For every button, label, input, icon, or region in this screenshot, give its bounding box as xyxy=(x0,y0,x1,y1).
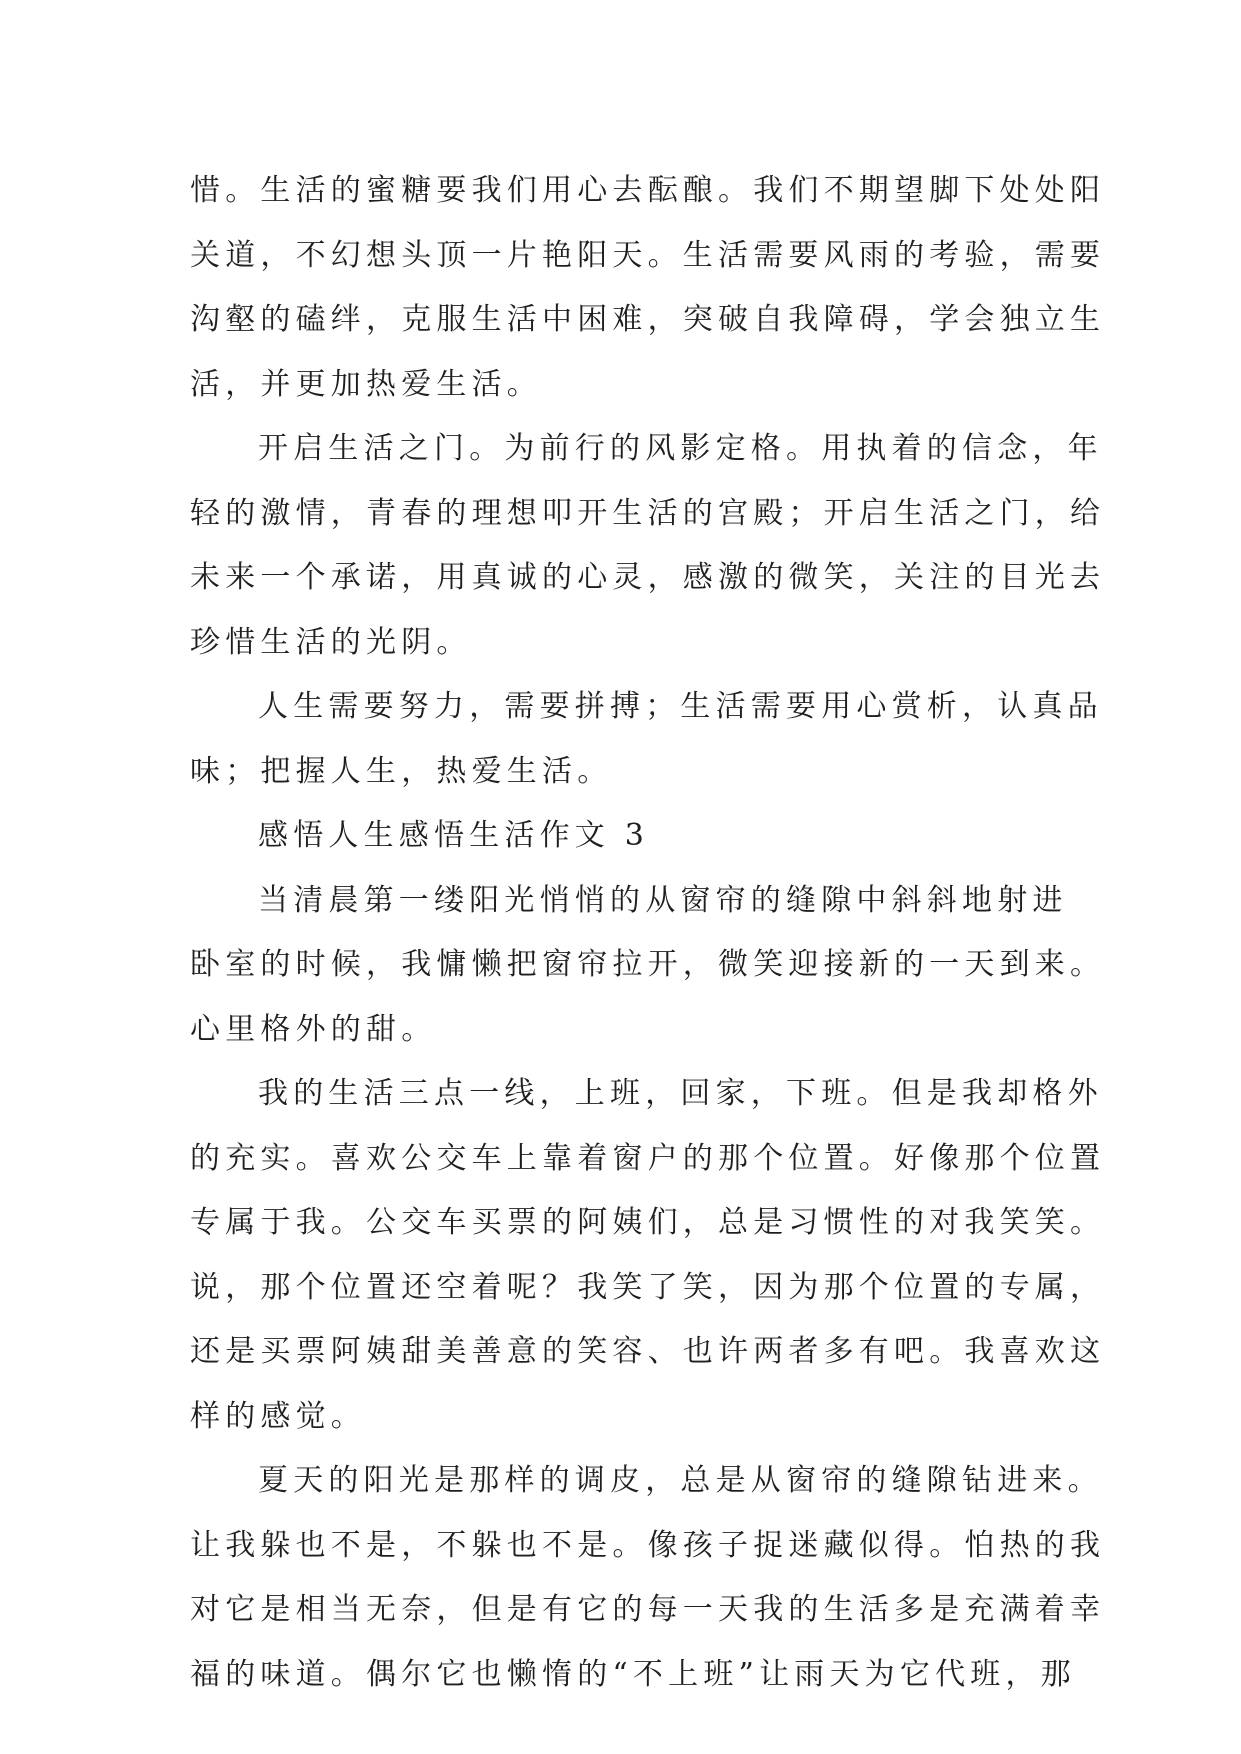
text-line: 的充实。喜欢公交车上靠着窗户的那个位置。好像那个位置 xyxy=(190,1140,1106,1176)
text-line: 我的生活三点一线，上班，回家，下班。但是我却格外 xyxy=(258,1076,1103,1111)
text-line: 样的感觉。 xyxy=(190,1398,366,1434)
text-line: 还是买票阿姨甜美善意的笑容、也许两者多有吧。我喜欢这 xyxy=(190,1334,1106,1369)
text-line: 对它是相当无奈，但是有它的每一天我的生活多是充满着幸 xyxy=(190,1592,1106,1627)
text-line: 专属于我。公交车买票的阿姨们，总是习惯性的对我笑笑。 xyxy=(190,1205,1106,1240)
text-line: 感悟人生感悟生活作文 3 xyxy=(258,818,650,853)
text-line: 活，并更加热爱生活。 xyxy=(190,366,542,402)
text-line: 沟壑的磕绊，克服生活中困难，突破自我障碍，学会独立生 xyxy=(190,302,1106,337)
text-line: 未来一个承诺，用真诚的心灵，感激的微笑，关注的目光去 xyxy=(190,560,1106,595)
text-line: 福的味道。偶尔它也懒惰的“不上班”让雨天为它代班，那 xyxy=(190,1656,1076,1692)
text-line: 人生需要努力，需要拼搏；生活需要用心赏析，认真品 xyxy=(258,689,1103,724)
text-line: 卧室的时候，我慵懒把窗帘拉开，微笑迎接新的一天到来。 xyxy=(190,947,1106,982)
text-line: 让我躲也不是，不躲也不是。像孩子捉迷藏似得。怕热的我 xyxy=(190,1527,1106,1563)
text-line: 心里格外的甜。 xyxy=(190,1011,437,1047)
text-line: 味；把握人生，热爱生活。 xyxy=(190,753,613,789)
text-line: 当清晨第一缕阳光悄悄的从窗帘的缝隙中斜斜地射进 xyxy=(258,882,1068,918)
text-line: 惜。生活的蜜糖要我们用心去酝酿。我们不期望脚下处处阳 xyxy=(190,173,1106,208)
document-body xyxy=(190,159,1106,1707)
text-line: 说，那个位置还空着呢？我笑了笑，因为那个位置的专属， xyxy=(190,1269,1106,1305)
text-line: 关道，不幻想头顶一片艳阳天。生活需要风雨的考验，需要 xyxy=(190,237,1106,273)
text-line: 夏天的阳光是那样的调皮，总是从窗帘的缝隙钻进来。 xyxy=(258,1463,1103,1498)
text-line: 轻的激情，青春的理想叩开生活的宫殿；开启生活之门，给 xyxy=(190,495,1106,531)
text-line: 开启生活之门。为前行的风影定格。用执着的信念，年 xyxy=(258,431,1103,466)
text-line: 珍惜生活的光阴。 xyxy=(190,624,472,660)
